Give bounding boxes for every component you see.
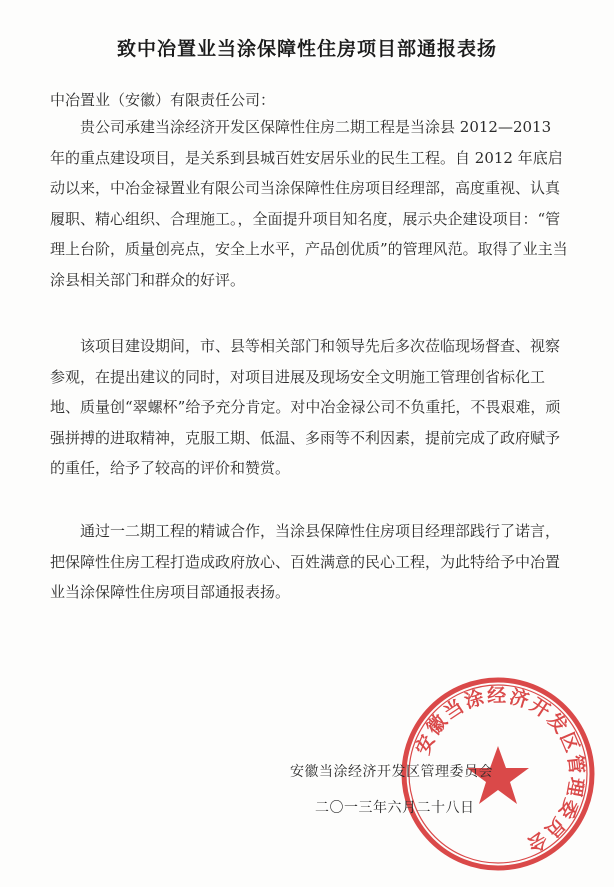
svg-text:安徽当涂经济开发区管理委员会: 安徽当涂经济开发区管理委员会 (411, 684, 588, 857)
paragraph-1: 贵公司承建当涂经济开发区保障性住房二期工程是当涂县 2012—2013 年的重点建设项目，是关系到县城百姓安居乐业的民生工程。自 2012 年底启动以来，中冶金禄置业有限公司当涂保障性住房项目经理部，高度重视、认真履职、精心组织、合理施工。，全面提升项目知名度，展示央企建设项目：“管理上台阶，质量创亮点，安全上水平，产品创优质”的管理风范。取得了业主当涂县相关部门和群众的好评。 (50, 118, 568, 289)
paragraph-3: 通过一二期工程的精诚合作，当涂县保障性住房项目经理部践行了诺言，把保障性住房工程打造成政府放心、百姓满意的民心工程，为此特给予中冶置业当涂保障性住房项目部通报表扬。 (50, 522, 561, 602)
issue-date: 二〇一三年六月二十八日 (315, 800, 475, 816)
document-title: 致中冶置业当涂保障性住房项目部通报表扬 (116, 38, 497, 60)
paragraph-2: 该项目建设期间，市、县等相关部门和领导先后多次莅临现场督查、视察参观，在提出建议的同时，对项目进展及现场安全文明施工管理创省标化工地、质量创“翠螺杯”给予充分肯定。对中冶金禄公司不负重托，不畏艰难，顽强拼搏的进取精神，克服工期、低温、多雨等不利因素，提前完成了政府赋予的重任，给予了较高的评价和赞赏。 (50, 337, 561, 478)
salutation: 中冶置业（安徽）有限责任公司： (50, 91, 276, 109)
signer-organization: 安徽当涂经济开发区管理委员会 (290, 764, 493, 780)
